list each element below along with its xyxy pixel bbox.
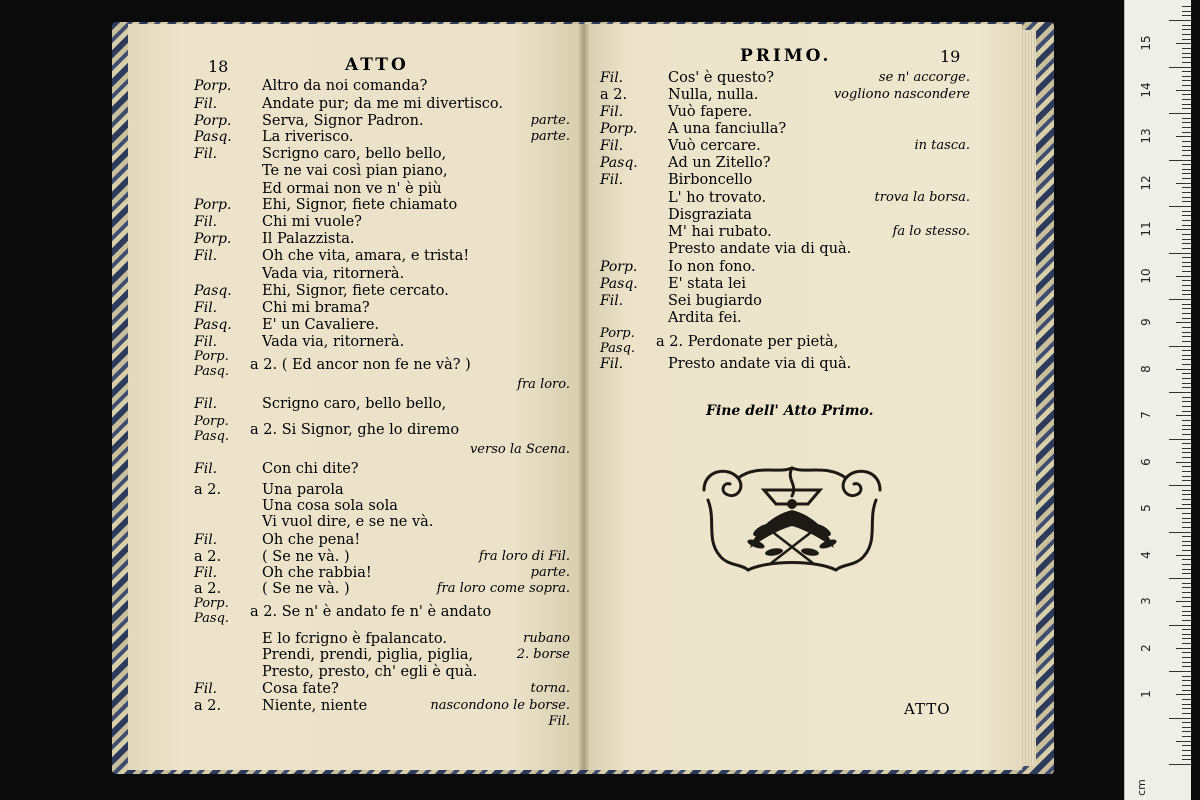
- speaker-label: Pasq.: [194, 611, 230, 626]
- dialogue-line: Vuò cercare.: [668, 138, 761, 154]
- ruler-tick: [1182, 476, 1191, 477]
- ruler-tick: [1182, 527, 1191, 528]
- dialogue-line: Scrigno caro, bello bello,: [262, 396, 447, 412]
- end-of-act-note: Fine dell' Atto Primo.: [706, 403, 874, 419]
- dialogue-line: Birboncello: [668, 172, 753, 188]
- ruler-tick: [1176, 183, 1191, 184]
- ruler-tick: [1182, 248, 1191, 249]
- ruler-tick: [1182, 359, 1191, 360]
- ruler-tick: [1182, 611, 1191, 612]
- dialogue-line: L' ho trovato.: [668, 190, 767, 206]
- stage-direction: fra loro di Fil.: [478, 549, 570, 564]
- ruler-tick: [1182, 318, 1191, 319]
- dialogue-line: Andate pur; da me mi divertisco.: [262, 96, 504, 112]
- ruler-tick: [1182, 471, 1191, 472]
- ruler-tick: [1169, 299, 1191, 300]
- dialogue-line: Una parola: [262, 482, 344, 498]
- ruler-tick: [1182, 406, 1191, 407]
- ruler-tick: [1182, 518, 1191, 519]
- speaker-label: Pasq.: [194, 317, 232, 333]
- ruler-tick: [1182, 336, 1191, 337]
- ruler-tick: [1182, 187, 1191, 188]
- ruler-tick: [1182, 155, 1191, 156]
- ruler-tick: [1169, 253, 1191, 254]
- ruler-number: 7: [1139, 411, 1153, 420]
- stage-direction: fa lo stesso.: [892, 224, 970, 239]
- ruler-tick: [1182, 457, 1191, 458]
- dialogue-line: Ad un Zitello?: [668, 155, 771, 171]
- stage-direction: verso la Scena.: [469, 442, 570, 457]
- ruler-tick: [1182, 573, 1191, 574]
- ruler-tick: [1182, 713, 1191, 714]
- ruler-tick: [1182, 173, 1191, 174]
- ruler-tick: [1182, 262, 1191, 263]
- ruler-tick: [1182, 6, 1191, 7]
- left-page-number: 18: [208, 57, 229, 76]
- ruler-tick: [1182, 197, 1191, 198]
- dialogue-line: Oh che rabbia!: [262, 565, 372, 581]
- ruler-tick: [1182, 564, 1191, 565]
- speaker-label: Pasq.: [194, 283, 232, 299]
- ruler-tick: [1182, 192, 1191, 193]
- stage-direction: nascondono le borse.: [430, 698, 570, 713]
- speaker-label: Porp.: [194, 197, 232, 213]
- printer-ornament-icon: [698, 460, 886, 578]
- ruler-number: 2: [1139, 643, 1153, 652]
- dialogue-line: Vada via, ritornerà.: [262, 266, 405, 282]
- ruler-tick: [1182, 313, 1191, 314]
- dialogue-line: Una cosa sola sola: [262, 498, 398, 514]
- ruler-tick: [1182, 308, 1191, 309]
- ruler-tick: [1182, 99, 1191, 100]
- ruler-tick: [1182, 355, 1191, 356]
- stage-direction: vogliono nascondere: [833, 87, 970, 102]
- speaker-label: Fil.: [600, 70, 624, 86]
- ruler-tick: [1182, 434, 1191, 435]
- ruler-tick: [1182, 545, 1191, 546]
- speaker-label: Pasq.: [600, 341, 636, 356]
- speaker-label: a 2.: [194, 482, 222, 498]
- ruler-tick: [1182, 643, 1191, 644]
- ruler-tick: [1182, 592, 1191, 593]
- dialogue-line: a 2. Perdonate per pietà,: [656, 334, 839, 350]
- ruler-tick: [1182, 15, 1191, 16]
- speaker-label: Fil.: [194, 300, 218, 316]
- ruler-tick: [1176, 276, 1191, 277]
- ruler-tick: [1169, 160, 1191, 161]
- ruler-number: 15: [1139, 35, 1153, 51]
- dialogue-line: Sei bugiardo: [668, 293, 762, 309]
- speaker-label: Fil.: [194, 248, 218, 264]
- dialogue-line: Oh che pena!: [262, 532, 361, 548]
- ruler-tick: [1182, 266, 1191, 267]
- dialogue-line: Serva, Signor Padron.: [262, 113, 424, 129]
- ruler-tick: [1176, 43, 1191, 44]
- speaker-label: Porp.: [600, 259, 638, 275]
- dialogue-line: Vada via, ritornerà.: [262, 334, 405, 350]
- ruler-tick: [1182, 132, 1191, 133]
- ruler-tick: [1182, 108, 1191, 109]
- ruler-tick: [1182, 685, 1191, 686]
- dialogue-line: Prendi, prendi, piglia, piglia,: [262, 647, 474, 663]
- ruler-tick: [1182, 25, 1191, 26]
- speaker-label: Fil.: [600, 293, 624, 309]
- dialogue-line: Presto, presto, ch' egli è quà.: [262, 664, 478, 680]
- book-gutter: [579, 24, 589, 770]
- dialogue-line: ( Se ne và. ): [262, 549, 350, 565]
- ruler-tick: [1182, 327, 1191, 328]
- ruler-tick: [1182, 504, 1191, 505]
- ruler-tick: [1176, 648, 1191, 649]
- dialogue-line: Il Palazzista.: [262, 231, 355, 247]
- speaker-label: a 2.: [194, 549, 222, 565]
- ruler-tick: [1182, 34, 1191, 35]
- dialogue-line: Scrigno caro, bello bello,: [262, 146, 447, 162]
- dialogue-line: Vi vuol dire, e se ne và.: [262, 514, 434, 530]
- dialogue-line: Cosa fate?: [262, 681, 339, 697]
- stage-direction: rubano: [523, 631, 570, 646]
- ruler-tick: [1182, 620, 1191, 621]
- stage-direction: torna.: [530, 681, 570, 696]
- ruler-tick: [1182, 239, 1191, 240]
- ruler-tick: [1182, 569, 1191, 570]
- ruler-tick: [1182, 736, 1191, 737]
- speaker-label: Pasq.: [600, 155, 638, 171]
- ruler-tick: [1176, 462, 1191, 463]
- speaker-label: Porp.: [600, 121, 638, 137]
- ruler-tick: [1182, 634, 1191, 635]
- speaker-label: a 2.: [194, 698, 222, 714]
- dialogue-line: Ardita fei.: [668, 310, 742, 326]
- ruler-tick: [1182, 443, 1191, 444]
- ruler-tick: [1182, 178, 1191, 179]
- ruler-tick: [1182, 201, 1191, 202]
- ruler-tick: [1182, 104, 1191, 105]
- speaker-label: Pasq.: [194, 429, 230, 444]
- measurement-ruler: [1124, 0, 1191, 800]
- ruler-tick: [1182, 169, 1191, 170]
- ruler-tick: [1182, 411, 1191, 412]
- dialogue-line: E lo fcrigno è fpalancato.: [262, 631, 447, 647]
- right-page: [586, 24, 1022, 770]
- dialogue-line: Disgraziata: [668, 207, 752, 223]
- ruler-tick: [1182, 499, 1191, 500]
- dialogue-line: Altro da noi comanda?: [262, 78, 428, 94]
- ruler-tick: [1182, 290, 1191, 291]
- ruler-tick: [1182, 378, 1191, 379]
- ruler-tick: [1182, 215, 1191, 216]
- ruler-tick: [1182, 420, 1191, 421]
- catchword: ATTO: [904, 700, 951, 718]
- ruler-tick: [1182, 704, 1191, 705]
- ruler-tick: [1182, 364, 1191, 365]
- ruler-tick: [1182, 383, 1191, 384]
- ruler-number: 10: [1139, 268, 1153, 284]
- stage-direction: parte.: [530, 129, 570, 144]
- ruler-tick: [1182, 122, 1191, 123]
- dialogue-line: ( Se ne và. ): [262, 581, 350, 597]
- ruler-tick: [1182, 387, 1191, 388]
- ruler-tick: [1176, 601, 1191, 602]
- ruler-tick: [1169, 718, 1191, 719]
- ruler-tick: [1182, 652, 1191, 653]
- ruler-tick: [1182, 662, 1191, 663]
- dialogue-line: Oh che vita, amara, e trista!: [262, 248, 470, 264]
- ruler-tick: [1182, 727, 1191, 728]
- ruler-number: 5: [1139, 504, 1153, 513]
- ruler-number: 6: [1139, 457, 1153, 466]
- dialogue-line: Io non fono.: [668, 259, 756, 275]
- ruler-tick: [1182, 448, 1191, 449]
- ruler-tick: [1169, 764, 1191, 765]
- ruler-tick: [1182, 559, 1191, 560]
- speaker-label: Fil.: [194, 396, 218, 412]
- ruler-tick: [1182, 550, 1191, 551]
- ruler-tick: [1182, 452, 1191, 453]
- ruler-tick: [1182, 211, 1191, 212]
- left-running-head: ATTO: [345, 55, 409, 75]
- ruler-tick: [1182, 71, 1191, 72]
- dialogue-line: E' un Cavaliere.: [262, 317, 380, 333]
- ruler-tick: [1182, 676, 1191, 677]
- ruler-tick: [1182, 146, 1191, 147]
- ruler-tick: [1182, 285, 1191, 286]
- ruler-tick: [1169, 113, 1191, 114]
- dialogue-line: Nulla, nulla.: [668, 87, 759, 103]
- stage-direction: trova la borsa.: [874, 190, 970, 205]
- ruler-tick: [1182, 48, 1191, 49]
- dialogue-line: Te ne vai così pian piano,: [262, 163, 448, 179]
- ruler-tick: [1182, 480, 1191, 481]
- stage-direction: fra loro come sopra.: [436, 581, 570, 596]
- ruler-tick: [1176, 229, 1191, 230]
- ruler-number: 3: [1139, 597, 1153, 606]
- ruler-tick: [1182, 638, 1191, 639]
- ruler-tick: [1182, 759, 1191, 760]
- ruler-tick: [1169, 485, 1191, 486]
- dialogue-line: a 2. ( Ed ancor non fe ne và? ): [250, 357, 471, 373]
- dialogue-line: M' hai rubato.: [668, 224, 772, 240]
- ruler-tick: [1182, 53, 1191, 54]
- ruler-tick: [1182, 94, 1191, 95]
- ruler-tick: [1182, 234, 1191, 235]
- ruler-tick: [1182, 118, 1191, 119]
- speaker-label: Fil.: [194, 681, 218, 697]
- speaker-label: Pasq.: [600, 276, 638, 292]
- page-edge-stack: [1020, 30, 1036, 766]
- ruler-tick: [1182, 225, 1191, 226]
- ruler-tick: [1182, 280, 1191, 281]
- ruler-tick: [1182, 29, 1191, 30]
- ruler-tick: [1176, 508, 1191, 509]
- ruler-tick: [1169, 625, 1191, 626]
- speaker-label: Porp.: [194, 349, 229, 364]
- ruler-tick: [1182, 587, 1191, 588]
- ruler-tick: [1169, 392, 1191, 393]
- ruler-tick: [1182, 127, 1191, 128]
- right-running-head: PRIMO.: [740, 46, 832, 66]
- ruler-tick: [1182, 666, 1191, 667]
- ruler-tick: [1182, 629, 1191, 630]
- ruler-number: 9: [1139, 318, 1153, 327]
- dialogue-line: E' stata lei: [668, 276, 747, 292]
- ruler-tick: [1169, 67, 1191, 68]
- ruler-tick: [1182, 401, 1191, 402]
- ruler-tick: [1182, 332, 1191, 333]
- ruler-tick: [1182, 373, 1191, 374]
- ruler-number: 13: [1139, 128, 1153, 144]
- ruler-tick: [1169, 532, 1191, 533]
- ruler-tick: [1182, 541, 1191, 542]
- ruler-tick: [1169, 671, 1191, 672]
- ruler-tick: [1169, 20, 1191, 21]
- ruler-tick: [1176, 694, 1191, 695]
- ruler-tick: [1176, 369, 1191, 370]
- stage-direction: fra loro.: [517, 377, 570, 392]
- dialogue-line: A una fanciulla?: [668, 121, 787, 137]
- ruler-tick: [1182, 57, 1191, 58]
- ruler-tick: [1182, 220, 1191, 221]
- ruler-tick: [1176, 555, 1191, 556]
- ruler-tick: [1182, 466, 1191, 467]
- ruler-tick: [1182, 750, 1191, 751]
- ruler-tick: [1182, 494, 1191, 495]
- dialogue-line: Cos' è questo?: [668, 70, 775, 86]
- ruler-tick: [1169, 439, 1191, 440]
- ruler-tick: [1182, 699, 1191, 700]
- ruler-number: 14: [1139, 82, 1153, 98]
- ruler-tick: [1176, 322, 1191, 323]
- ruler-tick: [1182, 615, 1191, 616]
- speaker-label: Fil.: [194, 565, 218, 581]
- ruler-tick: [1182, 11, 1191, 12]
- ruler-tick: [1182, 271, 1191, 272]
- dialogue-line: Presto andate via di quà.: [668, 356, 852, 372]
- ruler-tick: [1182, 597, 1191, 598]
- speaker-label: Fil.: [600, 104, 624, 120]
- ruler-tick: [1182, 350, 1191, 351]
- speaker-label: Porp.: [194, 414, 229, 429]
- ruler-tick: [1182, 62, 1191, 63]
- dialogue-line: Niente, niente: [262, 698, 368, 714]
- ruler-tick: [1182, 425, 1191, 426]
- ruler-tick: [1182, 397, 1191, 398]
- ruler-tick: [1169, 206, 1191, 207]
- ruler-tick: [1176, 741, 1191, 742]
- ruler-tick: [1182, 708, 1191, 709]
- ruler-tick: [1182, 657, 1191, 658]
- stage-direction: parte.: [530, 565, 570, 580]
- dialogue-line: Presto andate via di quà.: [668, 241, 852, 257]
- ruler-number: 8: [1139, 364, 1153, 373]
- speaker-label: Fil.: [600, 356, 624, 372]
- ruler-tick: [1182, 745, 1191, 746]
- stage-direction: 2. borse: [516, 647, 570, 662]
- ruler-tick: [1182, 76, 1191, 77]
- speaker-label: Fil.: [194, 334, 218, 350]
- ruler-tick: [1182, 85, 1191, 86]
- ruler-tick: [1182, 257, 1191, 258]
- speaker-label: a 2.: [194, 581, 222, 597]
- ruler-tick: [1182, 513, 1191, 514]
- ruler-tick: [1182, 304, 1191, 305]
- ruler-tick: [1182, 164, 1191, 165]
- ruler-number: 12: [1139, 175, 1153, 191]
- dialogue-line: Chi mi vuole?: [262, 214, 362, 230]
- ruler-tick: [1169, 346, 1191, 347]
- dialogue-line: a 2. Se n' è andato fe n' è andato: [250, 604, 492, 620]
- speaker-label: Fil.: [600, 138, 624, 154]
- ruler-tick: [1182, 294, 1191, 295]
- ruler-tick: [1176, 90, 1191, 91]
- ruler-number: 4: [1139, 550, 1153, 559]
- ruler-tick: [1182, 141, 1191, 142]
- ruler-tick: [1176, 136, 1191, 137]
- right-page-number: 19: [940, 47, 961, 66]
- ruler-tick: [1182, 429, 1191, 430]
- speaker-label: Fil.: [600, 172, 624, 188]
- speaker-label: Fil.: [194, 146, 218, 162]
- speaker-label: Fil.: [194, 96, 218, 112]
- speaker-label: Fil.: [194, 214, 218, 230]
- speaker-label: Pasq.: [194, 364, 230, 379]
- speaker-label: Fil.: [194, 532, 218, 548]
- speaker-label: a 2.: [600, 87, 628, 103]
- ruler-tick: [1169, 578, 1191, 579]
- speaker-label: Porp.: [194, 231, 232, 247]
- speaker-label: Porp.: [194, 113, 232, 129]
- dialogue-line: Chi mi brama?: [262, 300, 370, 316]
- speaker-label: Fil.: [194, 461, 218, 477]
- dialogue-line: La riverisco.: [262, 129, 354, 145]
- speaker-label: Porp.: [194, 78, 232, 94]
- ruler-number: 11: [1139, 221, 1153, 237]
- ruler-tick: [1182, 731, 1191, 732]
- stage-direction: Fil.: [548, 714, 570, 729]
- stage-direction: in tasca.: [914, 138, 970, 153]
- ruler-tick: [1182, 680, 1191, 681]
- ruler-tick: [1182, 606, 1191, 607]
- ruler-tick: [1182, 722, 1191, 723]
- ruler-number: 1: [1139, 690, 1153, 699]
- stage-direction: se n' accorge.: [878, 70, 970, 85]
- ruler-tick: [1182, 755, 1191, 756]
- ruler-tick: [1182, 150, 1191, 151]
- dialogue-line: Vuò fapere.: [668, 104, 753, 120]
- ruler-tick: [1176, 415, 1191, 416]
- ruler-tick: [1182, 690, 1191, 691]
- speaker-label: Porp.: [600, 326, 635, 341]
- ruler-unit-label: cm: [1134, 779, 1148, 796]
- dialogue-line: Con chi dite?: [262, 461, 359, 477]
- ruler-tick: [1182, 536, 1191, 537]
- ruler-tick: [1182, 243, 1191, 244]
- dialogue-line: Ehi, Signor, fiete chiamato: [262, 197, 458, 213]
- speaker-label: Porp.: [194, 596, 229, 611]
- ruler-tick: [1182, 39, 1191, 40]
- ruler-tick: [1182, 583, 1191, 584]
- ruler-tick: [1182, 80, 1191, 81]
- speaker-label: Pasq.: [194, 129, 232, 145]
- ruler-tick: [1182, 522, 1191, 523]
- dialogue-line: Ed ormai non ve n' è più: [262, 181, 442, 197]
- stage-direction: parte.: [530, 113, 570, 128]
- ruler-tick: [1182, 490, 1191, 491]
- ruler-tick: [1182, 341, 1191, 342]
- dialogue-line: Ehi, Signor, fiete cercato.: [262, 283, 449, 299]
- dialogue-line: a 2. Si Signor, ghe lo diremo: [250, 422, 460, 438]
